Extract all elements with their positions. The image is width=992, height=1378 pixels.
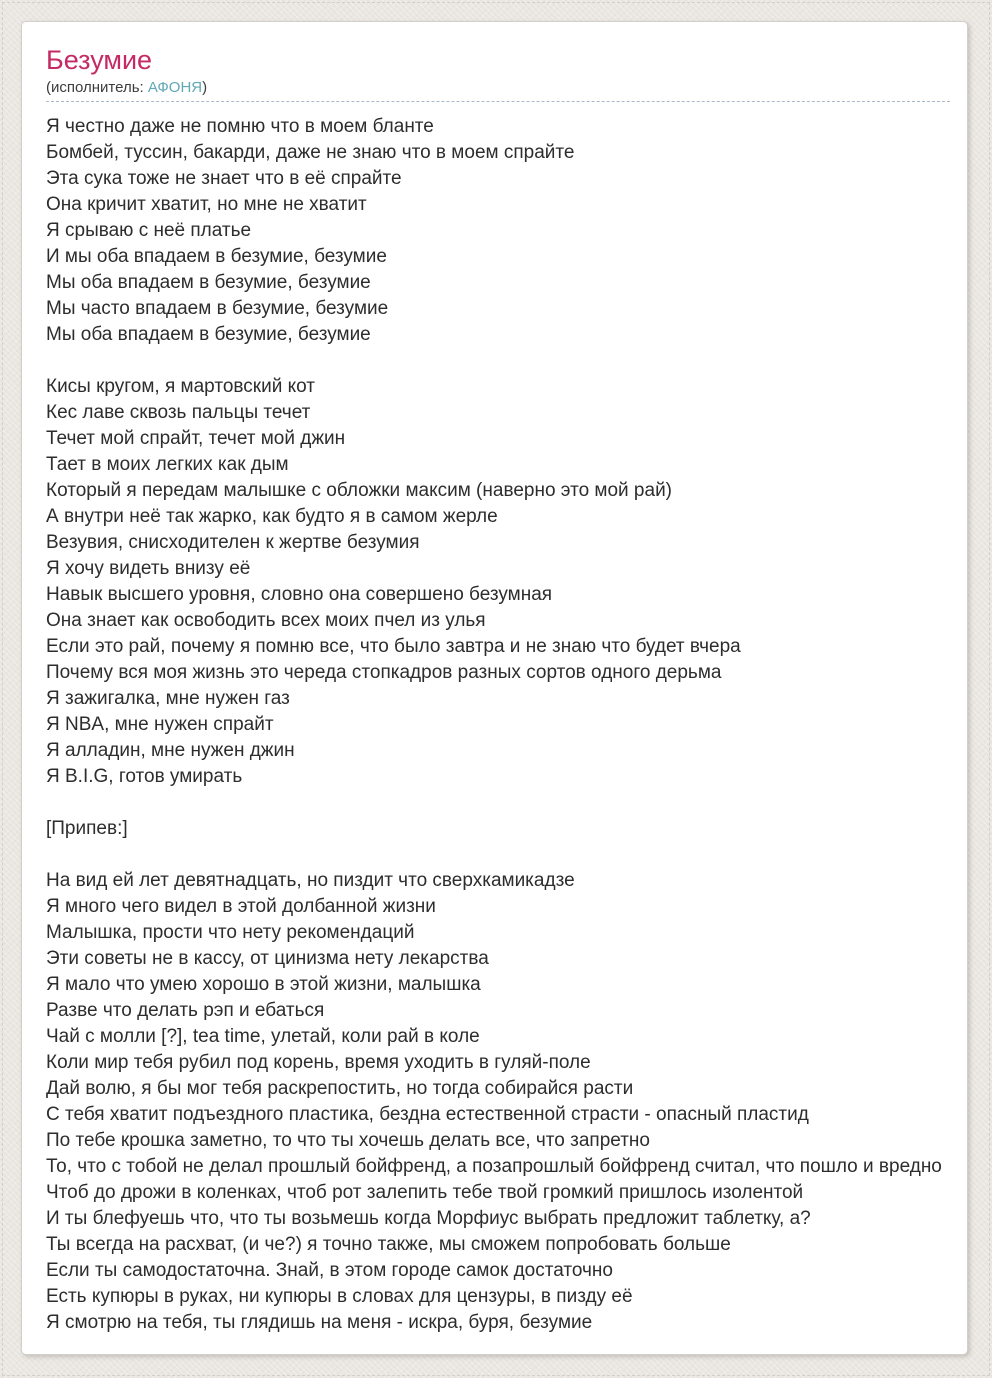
lyric-line: Я срываю с неё платье xyxy=(46,220,252,241)
lyric-line: Если это рай, почему я помню все, что было завтра и не знаю что будет вчера xyxy=(46,636,741,657)
lyric-line: Кес лаве сквозь пальцы течет xyxy=(46,402,311,423)
lyric-line: Тает в моих легких как дым xyxy=(46,454,289,475)
lyric-line: Мы часто впадаем в безумие, безумие xyxy=(46,298,389,319)
lyric-line: Эта сука тоже не знает что в её спрайте xyxy=(46,168,402,189)
lyric-line: Я B.I.G, готов умирать xyxy=(46,766,243,787)
lyric-line: Который я передам малышке с обложки максим (наверно это мой рай) xyxy=(46,480,673,501)
lyric-line: Кисы кругом, я мартовский кот xyxy=(46,376,315,397)
lyric-line: И мы оба впадаем в безумие, безумие xyxy=(46,246,387,267)
lyric-line: А внутри неё так жарко, как будто я в самом жерле xyxy=(46,506,498,527)
lyric-line: Ты всегда на расхват, (и че?) я точно также, мы сможем попробовать больше xyxy=(46,1234,731,1255)
lyric-line: Я хочу видеть внизу её xyxy=(46,558,251,579)
lyric-line: Разве что делать рэп и ебаться xyxy=(46,1000,325,1021)
lyric-line: Дай волю, я бы мог тебя раскрепостить, но тогда собирайся расти xyxy=(46,1078,634,1099)
song-title: Безумие xyxy=(46,45,153,75)
lyric-line: Течет мой спрайт, течет мой джин xyxy=(46,428,346,449)
lyric-line: Мы оба впадаем в безумие, безумие xyxy=(46,272,371,293)
lyric-line: Она кричит хватит, но мне не хватит xyxy=(46,194,367,215)
lyric-line: Везувия, снисходителен к жертве безумия xyxy=(46,532,420,553)
lyric-line: Я NBA, мне нужен спрайт xyxy=(46,714,274,735)
lyric-line: Эти советы не в кассу, от цинизма нету лекарства xyxy=(46,948,489,969)
lyrics-card xyxy=(21,21,968,1355)
lyric-line: Я много чего видел в этой долбанной жизни xyxy=(46,896,436,917)
lyric-line: Чай с молли [?], tea time, улетай, коли рай в коле xyxy=(46,1026,480,1047)
artist-line xyxy=(46,78,950,98)
lyric-line: Коли мир тебя рубил под корень, время уходить в гуляй-поле xyxy=(46,1052,591,1073)
lyric-line: Малышка, прости что нету рекомендаций xyxy=(46,922,415,943)
lyric-line: Я алладин, мне нужен джин xyxy=(46,740,295,761)
lyric-line: И ты блефуешь что, что ты возьмешь когда Морфиус выбрать предложит таблетку, а? xyxy=(46,1208,811,1229)
lyric-line: Чтоб до дрожи в коленках, чтоб рот залепить тебе твой громкий пришлось изолентой xyxy=(46,1182,804,1203)
lyric-line xyxy=(46,842,967,868)
lyric-line: Она знает как освободить всех моих пчел из улья xyxy=(46,610,486,631)
lyric-line xyxy=(46,790,967,816)
lyric-line: С тебя хватит подъездного пластика, бездна естественной страсти - опасный пластид xyxy=(46,1104,809,1125)
lyric-line: [Припев:] xyxy=(46,818,128,839)
lyric-line: Почему вся моя жизнь это череда стопкадров разных сортов одного дерьма xyxy=(46,662,722,683)
artist-link[interactable]: АФОНЯ xyxy=(147,79,203,96)
artist-suffix: ) xyxy=(202,79,208,96)
lyric-line xyxy=(46,348,967,374)
lyric-line: Навык высшего уровня, словно она совершено безумная xyxy=(46,584,553,605)
lyrics-text xyxy=(46,114,967,1336)
lyric-line: Я зажигалка, мне нужен газ xyxy=(46,688,290,709)
lyric-line: Я честно даже не помню что в моем бланте xyxy=(46,116,434,137)
lyric-line: Я мало что умею хорошо в этой жизни, малышка xyxy=(46,974,481,995)
lyric-line: Мы оба впадаем в безумие, безумие xyxy=(46,324,371,345)
lyric-line: По тебе крошка заметно, то что ты хочешь делать все, что запретно xyxy=(46,1130,650,1151)
song-header xyxy=(46,45,950,102)
artist-prefix: (исполнитель: xyxy=(46,79,148,96)
lyric-line: Есть купюры в руках, ни купюры в словах для цензуры, в пизду её xyxy=(46,1286,633,1307)
lyric-line: Бомбей, туссин, бакарди, даже не знаю что в моем спрайте xyxy=(46,142,575,163)
lyric-line: Я смотрю на тебя, ты глядишь на меня - искра, буря, безумие xyxy=(46,1312,593,1333)
lyric-line: То, что с тобой не делал прошлый бойфренд, а позапрошлый бойфренд считал, что пошло и вредно xyxy=(46,1156,942,1177)
lyric-line: Если ты самодостаточна. Знай, в этом городе самок достаточно xyxy=(46,1260,613,1281)
lyric-line: На вид ей лет девятнадцать, но пиздит что сверхкамикадзе xyxy=(46,870,575,891)
